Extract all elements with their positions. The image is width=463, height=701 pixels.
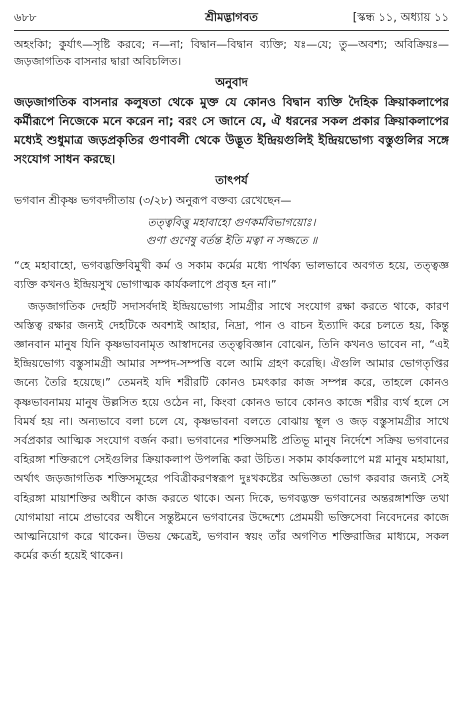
page-body xyxy=(14,36,449,697)
verse-translation: “হে মহাবাহো, ভগবদ্ভক্তিবিমুখী কর্ম ও সকাম কর্মের মধ্যে পার্থক্য ভালভাবে অবগত হয়ে, তত্ত্বজ্ঞ ব্যক্তি কখনও ইন্দ্রিয়সুখ ভোগাত্মক কার্যকলাপে প্রবৃত্ত হন না।” xyxy=(14,259,449,292)
page-header xyxy=(14,6,449,28)
header-rule xyxy=(14,30,449,31)
translation-text: জড়জাগতিক বাসনার কলুষতা থেকে মুক্ত যে কোনও বিদ্বান ব্যক্তি দৈহিক ক্রিয়াকলাপের কর্মীরূপে নিজেকে মনে করেন না; বরং সে জানে যে, ঐ ধরনের সকল প্রকার ক্রিয়াকলাপের মধ্যেই শুধুমাত্র জড়প্রকৃতির গুণাবলী থেকে উদ্ভূত ইন্দ্রিয়গুলিই ইন্দ্রিয়ভোগ্য বস্তুগুলির সঙ্গে সংযোগ সাধন করছে। xyxy=(14,95,449,166)
gita-verse xyxy=(14,214,449,250)
page-number: ৬৮৮ xyxy=(14,10,37,24)
purport-heading: তাৎপর্য xyxy=(215,173,248,187)
word-synonyms: অহংকিা; কুর্যাৎ—সৃষ্টি করবে; ন—না; বিদ্বান—বিদ্বান ব্যক্তি; যঃ—যে; তু—অবশ্য; অবিক্রিয়ঃ—জড়জাগতিক বাসনার দ্বারা অবিচলিত। xyxy=(14,38,449,68)
purport-intro: ভগবান শ্রীকৃষ্ণ ভগবদ্গীতায় (৩/২৮) অনুরূপ বক্তব্য রেখেছেন— xyxy=(14,194,292,207)
verse-line-2: গুণা গুণেষু বর্তন্ত ইতি মত্বা ন সজ্জতে ॥ xyxy=(145,234,318,248)
verse-line-1: তত্ত্ববিত্তু মহাবাহো গুণকর্মবিভাগয়োঃ। xyxy=(147,216,316,230)
section-reference: [স্কন্ধ ১১, অধ্যায় ১১ xyxy=(352,10,449,24)
purport-paragraph: জড়জাগতিক দেহটি সদাসর্বদাই ইন্দ্রিয়ভোগ্য সামগ্রীর সাথে সংযোগ রক্ষা করতে থাকে, কারণ অস্তিত্ব রক্ষার জন্যই দেহটিকে অবশ্যই আহার, নিদ্রা, পান ও বাচন ইত্যাদি করে চলতে হয়, কিন্তু জ্ঞানবান মানুষ যিনি কৃষ্ণভাবনামৃত আস্বাদনের তত্ত্ববিজ্ঞান বোঝেন, তিনি কখনও ভাবেন না, “এই ইন্দ্রিয়ভোগ্য বস্তুসামগ্রী আমার সম্পদ-সম্পত্তি বলে আমি গ্রহণ করেছি। ঐগুলি আমার ভোগতৃপ্তির জন্যে তৈরি হয়েছে।” তেমনই যদি শরীরটি কোনও চমৎকার কাজ সম্পন্ন করে, তাহলে কোনও কৃষ্ণভাবনাময় মানুষ উল্লসিত হয়ে ওঠেন না, কিংবা কোনও ভাবে কোনও কাজে শরীর ব্যর্থ হলে সে বিমর্ষ হয় না। অন্যভাবে বলা চলে যে, কৃষ্ণভাবনা বলতে বোঝায় স্থূল ও জড় বস্তুসামগ্রীর সাথে সর্বপ্রকার আত্মিক সংযোগ বর্জন করা। ভগবানের শক্তিসমষ্টি প্রতিভূ মানুষ নির্দেশে সক্রিয় ভগবানের বহিরঙ্গা শক্তিরূপে সেইগুলির ক্রিয়াকলাপ উপলব্ধি করা উচিত। সকাম কার্যকলাপে মগ্ন মানুষ মহামায়া, অর্থাৎ জড়জাগতিক শক্তিসমূহের পবিত্রীকরণস্বরূপ দুঃখকষ্টের অভিজ্ঞতা ভোগ করবার জন্যই সেই বহিরঙ্গা মায়াশক্তির অধীনে কাজ করতে থাকে। অন্য দিকে, ভগবদ্ভক্ত ভগবানের অন্তরঙ্গাশক্তি তথা যোগমায়া নামে প্রভাবের অধীনে সন্তুষ্টমনে ভগবানের উদ্দেশ্যে প্রেমময়ী ভক্তিসেবা নিবেদনের কাজে আত্মনিয়োগ করে থাকেন। উভয় ক্ষেত্রেই, ভগবান স্বয়ং তাঁর অগণিত শক্তিরাজির মাধ্যমে, সকল কর্মের কর্তা হয়েই থাকেন। xyxy=(14,299,449,563)
book-title: শ্রীমদ্ভাগবত xyxy=(205,10,258,24)
translation-heading: অনুবাদ xyxy=(215,75,248,89)
